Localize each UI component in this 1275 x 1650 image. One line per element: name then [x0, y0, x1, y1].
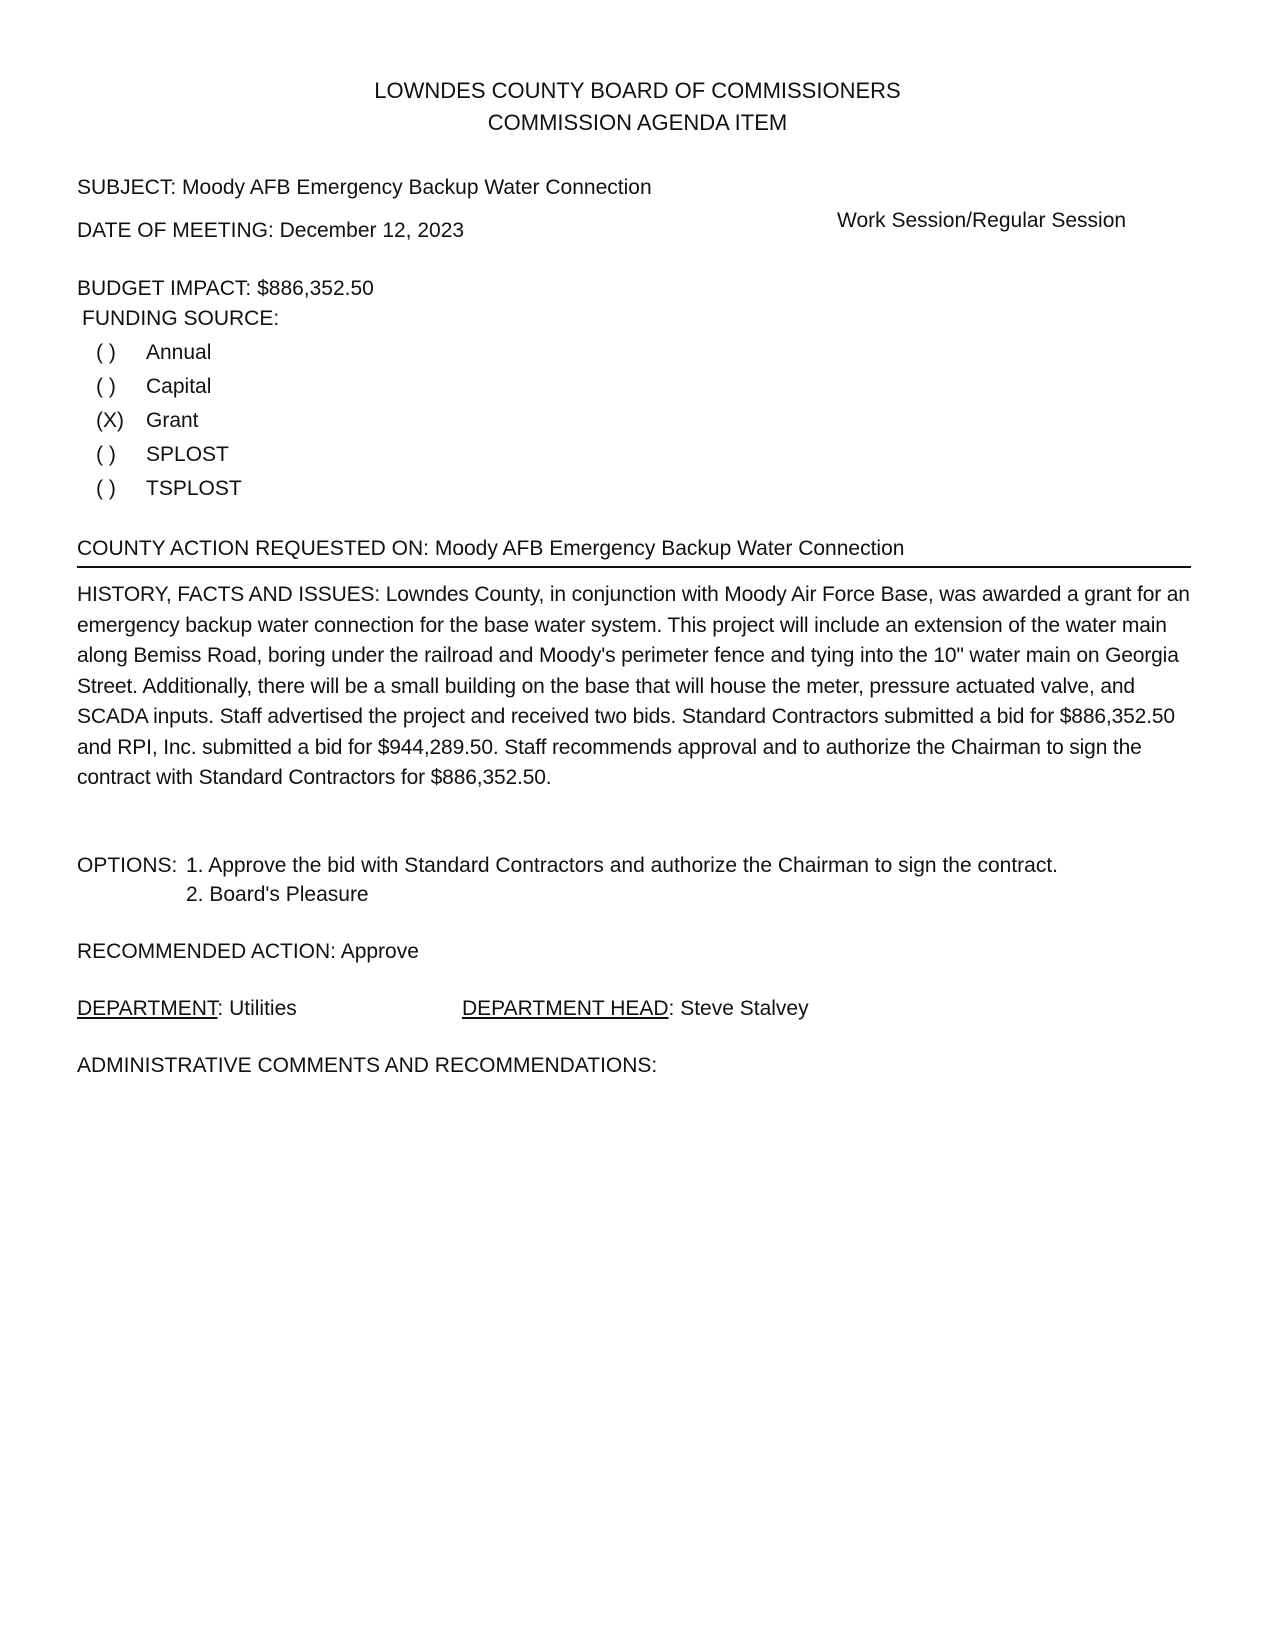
- funding-option-label: Annual: [146, 341, 212, 364]
- funding-checkbox-mark: ( ): [96, 375, 116, 398]
- header-title: LOWNDES COUNTY BOARD OF COMMISSIONERS: [374, 78, 901, 103]
- department: [77, 997, 297, 1021]
- funding-checkbox-mark: ( ): [96, 443, 116, 466]
- date-of-meeting: DATE OF MEETING: December 12, 2023: [77, 219, 465, 242]
- administrative-comments: ADMINISTRATIVE COMMENTS AND RECOMMENDATIONS:: [77, 1054, 658, 1077]
- subject-line: SUBJECT: Moody AFB Emergency Backup Water Connection: [77, 176, 652, 199]
- funding-option-capital: [96, 375, 211, 405]
- options-label: OPTIONS:: [77, 854, 178, 877]
- funding-source-label: FUNDING SOURCE:: [82, 307, 280, 330]
- funding-option-label: SPLOST: [146, 443, 229, 466]
- budget-impact: BUDGET IMPACT: $886,352.50: [77, 277, 374, 300]
- funding-option-tsplost: [96, 477, 242, 507]
- history-facts-issues: HISTORY, FACTS AND ISSUES: Lowndes County, in conjunction with Moody Air Force Base, was awarded a grant for an emergency backup water connection for the base water system. This project will include an extension of the water main along Bemiss Road, boring under the railroad and Moody's perimeter fence and tying into the 10" water main on Georgia Street. Additionally, there will be a small building on the base that will house the meter, pressure actuated valve, and SCADA inputs. Staff advertised the project and received two bids. Standard Contractors submitted a bid for $886,352.50 and RPI, Inc. submitted a bid for $944,289.50. Staff recommends approval and to authorize the Chairman to sign the contract with Standard Contractors for $886,352.50.: [77, 583, 1190, 789]
- funding-checkbox-mark: (X): [96, 409, 124, 432]
- funding-option-label: Capital: [146, 375, 212, 398]
- funding-checkbox-mark: ( ): [96, 341, 116, 364]
- funding-option-annual: [96, 341, 211, 371]
- option-item-2: 2. Board's Pleasure: [186, 883, 369, 906]
- recommended-action: RECOMMENDED ACTION: Approve: [77, 940, 419, 963]
- session-type: Work Session/Regular Session: [837, 209, 1127, 232]
- header-subtitle: COMMISSION AGENDA ITEM: [487, 110, 788, 135]
- department-head-value: : Steve Stalvey: [668, 997, 809, 1020]
- section-divider: [77, 566, 1191, 568]
- department-head: [462, 997, 809, 1021]
- funding-option-label: TSPLOST: [146, 477, 242, 500]
- option-item-1: 1. Approve the bid with Standard Contractors and authorize the Chairman to sign the contract.: [186, 854, 1059, 877]
- funding-option-label: Grant: [146, 409, 199, 432]
- department-value: : Utilities: [217, 997, 297, 1020]
- funding-option-splost: [96, 443, 229, 473]
- county-action-requested: COUNTY ACTION REQUESTED ON: Moody AFB Emergency Backup Water Connection: [77, 537, 905, 560]
- department-label: DEPARTMENT: [77, 997, 218, 1020]
- funding-option-grant: [96, 409, 199, 439]
- department-head-label: DEPARTMENT HEAD: [462, 997, 669, 1020]
- funding-checkbox-mark: ( ): [96, 477, 116, 500]
